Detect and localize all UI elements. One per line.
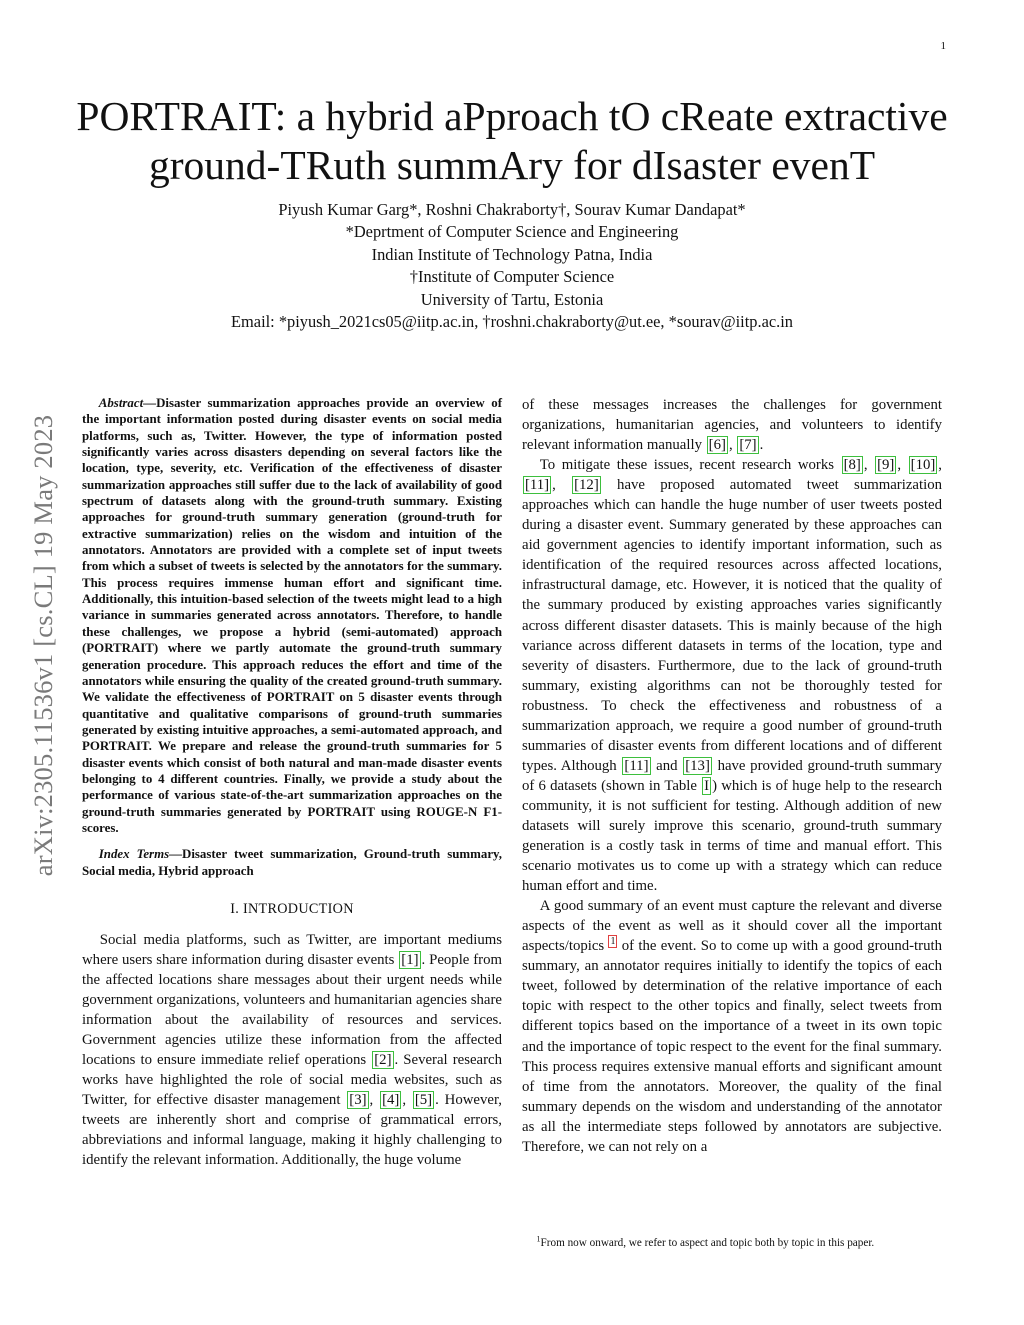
text-run: . <box>759 437 764 454</box>
title-line-1: PORTRAIT: a hybrid aPproach tO cReate extractive <box>76 93 948 139</box>
abstract-label: Abstract <box>98 396 144 410</box>
right-column <box>522 395 942 1157</box>
text-run: have proposed automated tweet summarization approaches which can handle the huge number of user tweets posted during a disaster event. Summary generated by these approaches can aid government agencies to identify important information, such as identification of the required resources across affected locations, infrastructural damage, etc. However, it is noticed that the quality of the summary produced by existing approaches varies significantly across different disaster datasets. This is mainly because of the high variance across different datasets in terms of the location, type and severity of disasters. Furthermore, due to the lack of ground-truth summary, existing algorithms can not be thoroughly tested for robustness. To check the effectiveness and robustness of a summarization approach, we require a good number of ground-truth summaries of disaster events from different locations and of different types. Although <box>522 477 942 774</box>
title-line-2: ground-TRuth summAry for dIsaster evenT <box>148 142 876 188</box>
page-number: 1 <box>940 40 946 52</box>
citation-link[interactable]: [2] <box>374 1052 392 1069</box>
abstract <box>82 395 502 836</box>
citation-link[interactable]: [1] <box>401 952 419 969</box>
intro-paragraph-3 <box>522 896 942 1157</box>
citation-link[interactable]: [3] <box>349 1092 367 1109</box>
citation-link[interactable]: [8] <box>843 457 861 474</box>
text-run: . People from the affected locations share messages about their urgent needs while government organizations, volunteers and humanitarian agencies share information about the availability of resources and services. Government agencies utilize these information from the affected locations to ensure immediate relief operations <box>82 952 502 1069</box>
text-run: . Several research works have highlighted the role of social media websites, such as Twitter, for effective disaster management <box>82 1052 502 1109</box>
text-run: and <box>651 757 683 774</box>
footnote-mark: 1 <box>536 1234 541 1244</box>
footnote <box>522 1236 952 1250</box>
affiliation-1-inst: Indian Institute of Technology Patna, India <box>371 244 653 264</box>
affiliation-1-dept: *Deprtment of Computer Science and Engineering <box>345 222 679 242</box>
text-run: , <box>863 457 875 474</box>
citation-link[interactable]: [6] <box>708 437 726 454</box>
paper-title <box>60 92 964 190</box>
text-run: , <box>938 457 942 474</box>
index-terms-text: —Disaster tweet summarization, Ground-truth summary, Social media, Hybrid approach <box>82 847 503 878</box>
citation-link[interactable]: [5] <box>414 1092 433 1109</box>
text-run: . However, tweets are inherently short and comprise of grammatical errors, abbreviations and informal language, making it highly challenging to identify the relevant information. Additionally, the huge volume <box>82 1092 502 1169</box>
section-heading-introduction: I. INTRODUCTION <box>230 900 354 917</box>
arxiv-identifier-text: arXiv:2305.11536v1 [cs.CL] 19 May 2023 <box>28 414 59 876</box>
abstract-text: —Disaster summarization approaches provide an overview of the important information posted during disaster events on social media platforms, such as, Twitter. However, the type of information posted significantly varies across disasters depending on several factors like the location, type, severity, etc. Verification of the effectiveness of disaster summarization approaches still suffer due to the lack of availability of good spectrum of datasets along with the ground-truth summary. Existing approaches for ground-truth summary generation (ground-truth for extractive summarization) relies on the wisdom and intuition of the annotators. Annotators are provided with a complete set of input tweets from which a subset of tweets is selected by the annotators for the summary. This process requires immense human effort and significant time. Additionally, this intuition-based selection of the tweets might lead to a high variance in summaries generated across annotators. Therefore, to handle these challenges, we propose a hybrid (semi-automated) approach (PORTRAIT) where we partly automate the ground-truth summary generation procedure. This approach reduces the effort and time of the annotators while ensuring the quality of the created ground-truth summary. We validate the effectiveness of PORTRAIT on 5 disaster events through quantitative and qualitative comparisons of ground-truth summaries generated by existing intuitive approaches, a semi-automated approach, and PORTRAIT. We prepare and release the ground-truth summaries for 5 disaster events which consist of both natural and man-made disaster events belonging to 4 different countries. Finally, we provide a study about the performance of various state-of-the-art summarization approaches on the ground-truth summaries generated by PORTRAIT using ROUGE-N F1-scores. <box>82 396 502 835</box>
index-terms <box>82 846 502 879</box>
text-run: To mitigate these issues, recent research works <box>539 457 841 474</box>
intro-paragraph-2 <box>522 455 942 896</box>
citation-link[interactable]: [10] <box>910 457 936 474</box>
text-run: ) which is of huge help to the research community, it is not sufficient for testing. Although addition of new datasets will surely improve this scenario, ground-truth summary generation is a costly task in terms of time and manual effort. This scenario motivates us to come up with a strategy which can reduce human effort and time. <box>522 777 942 895</box>
citation-link[interactable]: [7] <box>739 437 757 454</box>
citation-link[interactable]: [11] <box>525 477 550 494</box>
citation-link[interactable]: [12] <box>574 477 599 494</box>
text-run: , <box>402 1092 412 1109</box>
text-run: have provided ground-truth summary of 6 datasets (shown in Table <box>522 757 943 794</box>
author-emails: Email: *piyush_2021cs05@iitp.ac.in, †roshni.chakraborty@ut.ee, *sourav@iitp.ac.in <box>231 312 793 332</box>
text-run: Social media platforms, such as Twitter, are important mediums where users share information during disaster events <box>82 931 502 969</box>
citation-link[interactable]: [13] <box>685 757 710 774</box>
index-terms-label: Index Terms <box>98 847 170 862</box>
footnote-text: From now onward, we refer to aspect and topic both by topic in this paper. <box>540 1237 875 1249</box>
text-run: of these messages increases the challenges for government organizations, humanitarian agencies, and volunteers to identify relevant information manually <box>522 397 942 454</box>
text-run: of the event. So to come up with a good ground-truth summary, an annotator requires initially to identify the topics of each tweet, followed by determination of the relative importance of each topic with respect to the other topics and finally, select tweets from different topics based on the importance of a tweet in its own topic and the importance of topic respect to the event for the final summary. This process requires extensive manual efforts and significant amount of time from the annotators. Moreover, the quality of the final summary depends on the wisdom and understanding of the annotator as all the intermediate steps followed by annotators are subjective. Therefore, we can not rely on a <box>522 938 943 1155</box>
author-names: Piyush Kumar Garg*, Roshni Chakraborty†, Sourav Kumar Dandapat* <box>278 200 746 219</box>
intro-paragraph-1 <box>82 930 502 1171</box>
citation-link[interactable]: [4] <box>382 1092 400 1109</box>
affiliation-2-inst: University of Tartu, Estonia <box>420 289 604 309</box>
text-run: A good summary of an event must capture the relevant and diverse aspects of the event as well as it should cover all the important aspects/topics <box>522 898 942 955</box>
text-run: , <box>728 437 737 454</box>
text-run: , <box>552 477 572 494</box>
footnote-link[interactable]: 1 <box>610 936 616 948</box>
author-block <box>60 199 964 333</box>
text-run: , <box>897 457 908 474</box>
affiliation-2-dept: †Institute of Computer Science <box>409 267 615 287</box>
citation-link[interactable]: [9] <box>877 457 895 474</box>
text-run: , <box>369 1092 380 1109</box>
citation-link[interactable]: [11] <box>624 757 649 774</box>
intro-paragraph-1-continued <box>522 395 942 455</box>
arxiv-identifier <box>30 350 58 940</box>
left-column <box>82 395 502 1171</box>
table-reference-link[interactable]: I <box>704 777 710 794</box>
